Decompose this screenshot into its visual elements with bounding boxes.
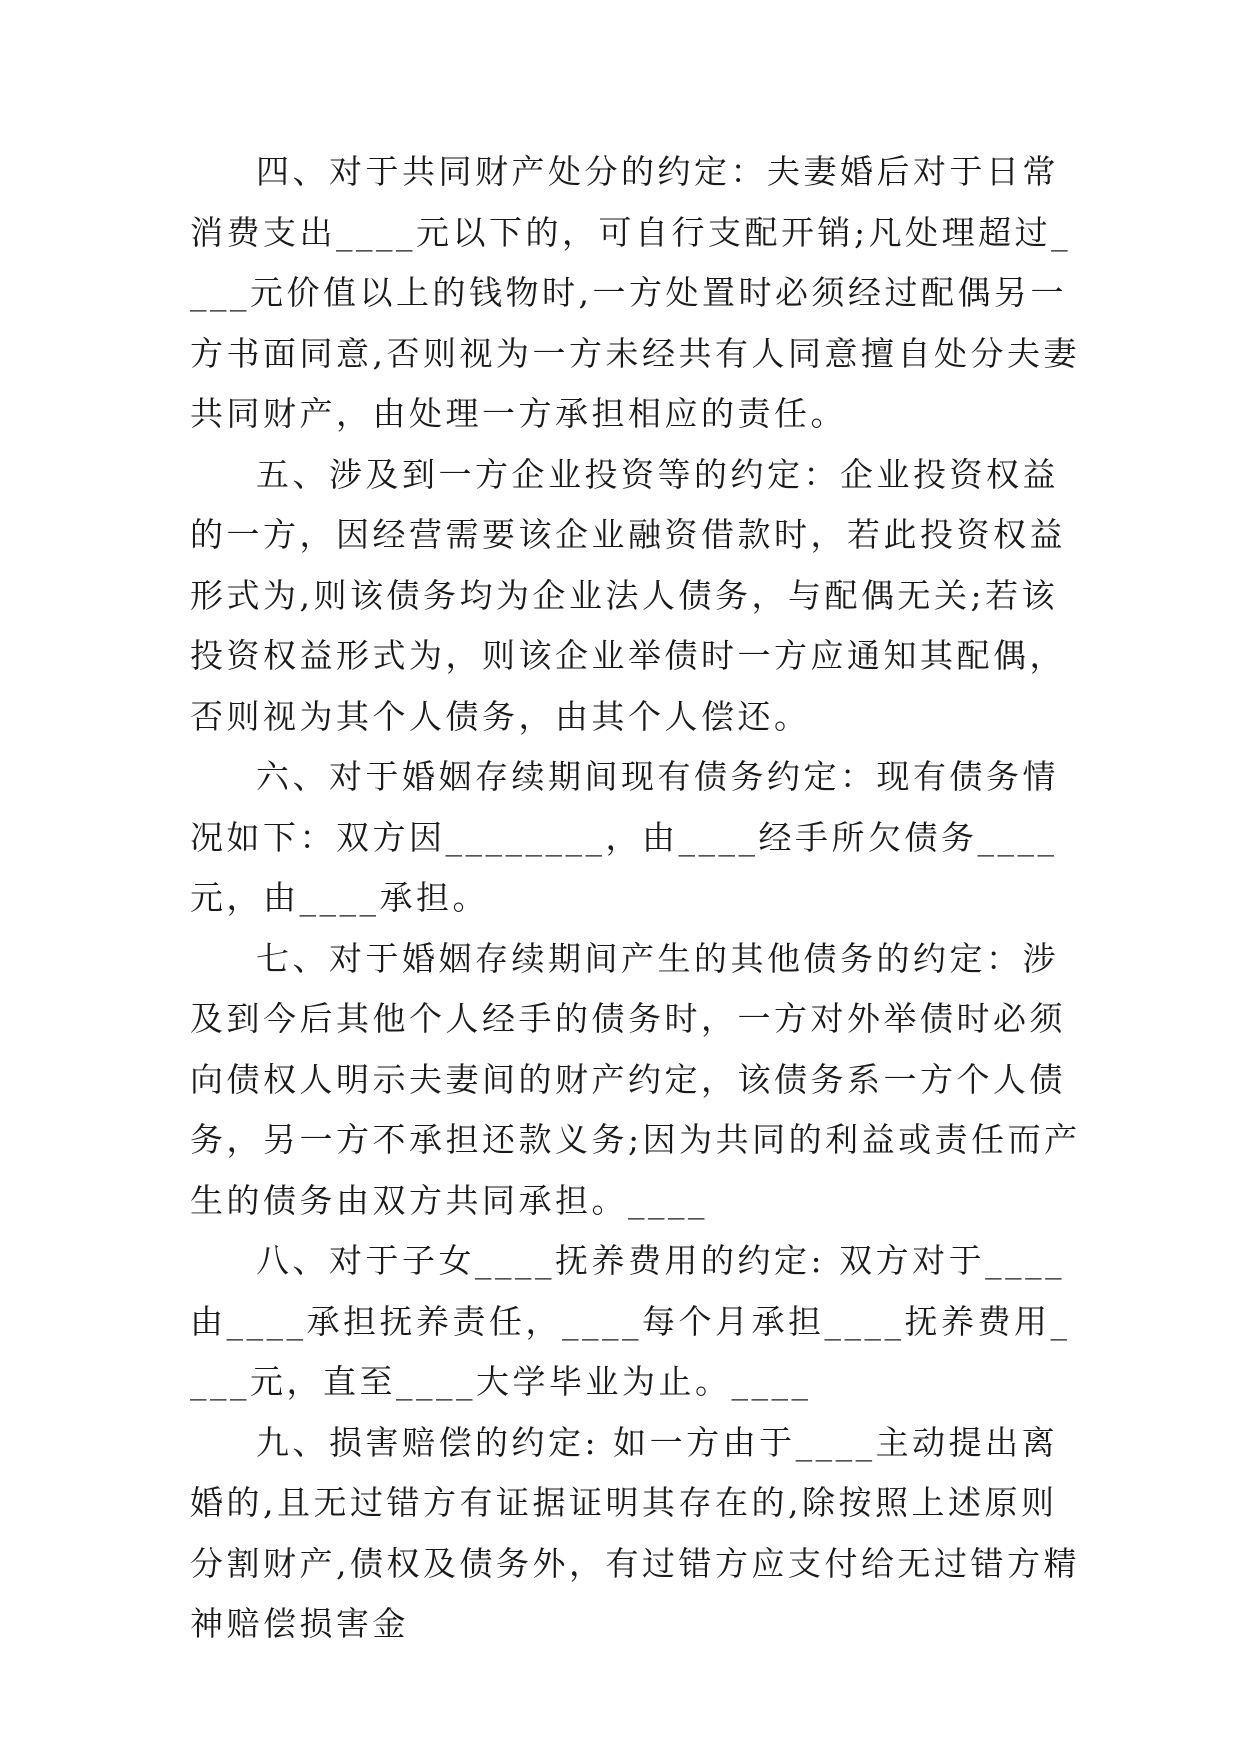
clause-child-support: 八、对于子女____抚养费用的约定: 双方对于____由____承担抚养责任，____每个月承担____抚养费用____元，直至____大学毕业为止。____ — [190, 1241, 1071, 1401]
clause-enterprise-investment: 五、涉及到一方企业投资等的约定：企业投资权益的一方，因经营需要该企业融资借款时，若此投资权益形式为,则该债务均为企业法人债务，与配偶无关;若该投资权益形式为，则该企业举债时一方应通知其配偶，否则视为其个人债务，由其个人偿还。 — [190, 454, 1066, 736]
clause-property-disposal: 四、对于共同财产处分的约定：夫妻婚后对于日常消费支出____元以下的，可自行支配开销;凡处理超过____元价值以上的钱物时,一方处置时必须经过配偶另一方书面同意,否则视为一方未经共有人同意擅自处分夫妻共同财产，由处理一方承担相应的责任。 — [190, 152, 1080, 433]
clause-damages: 九、损害赔偿的约定: 如一方由于____主动提出离婚的,且无过错方有证据证明其存在的,除按照上述原则分割财产,债权及债务外，有过错方应支付给无过错方精神赔偿损害金 — [190, 1422, 1080, 1643]
clause-other-debts: 七、对于婚姻存续期间产生的其他债务的约定：涉及到今后其他个人经手的债务时，一方对外举债时必须向债权人明示夫妻间的财产约定，该债务系一方个人债务，另一方不承担还款义务;因为共同的利益或责任而产生的债务由双方共同承担。____ — [190, 938, 1081, 1220]
document-page — [190, 142, 1090, 1655]
clause-existing-debts: 六、对于婚姻存续期间现有债务约定：现有债务情况如下：双方因________，由____经手所欠债务____元，由____承担。 — [190, 757, 1059, 917]
